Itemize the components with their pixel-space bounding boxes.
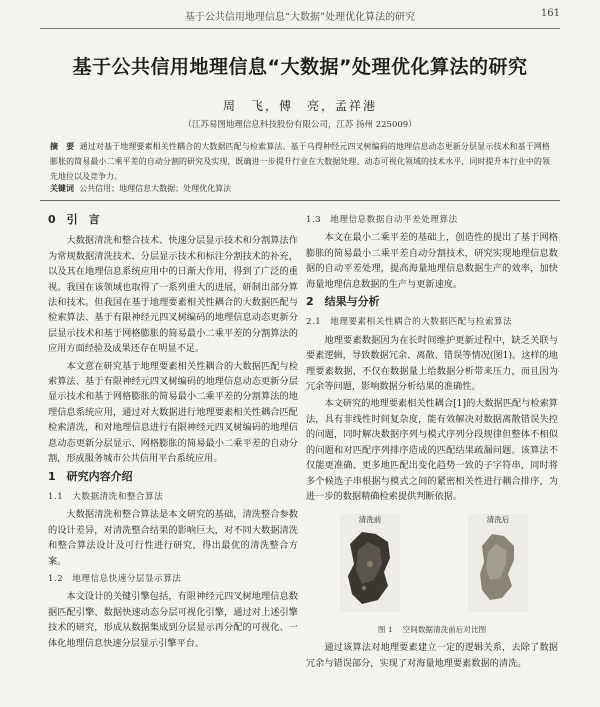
subsection-heading: 1.2 地理信息快速分层显示算法 bbox=[48, 573, 182, 584]
paragraph: 本文研究的地理要素相关性耦合[1]的大数据匹配与检索算法，具有非线性时间复杂度，能有效解决对数据离散错误失控的问题，同时解决数据序列与模式序列分段规律但整体不相似的问题和对匹配序列排序造成的匹配结果疏漏问题。该算法不仅能更准确、更多地匹配出变化趋势一致的子字符串，同时将多个候选子串根据与模式之间的紧密相关性进行耦合排序，为进一步的数据精确检索提供判断依据。 bbox=[306, 398, 558, 502]
section-heading: 2 结果与分析 bbox=[306, 295, 380, 309]
figure-number: 图 1 bbox=[377, 625, 393, 635]
keywords-label: 关键词 bbox=[50, 184, 74, 193]
subsection-heading: 1.1 大数据清洗和整合算法 bbox=[48, 491, 164, 502]
abstract-label: 摘 要 bbox=[50, 142, 75, 151]
panel-label-after: 清洗后 bbox=[486, 515, 510, 525]
section-heading: 1 研究内容介绍 bbox=[48, 469, 133, 483]
authors: 周 飞，傅 亮，孟祥港 bbox=[222, 99, 377, 113]
affiliation: （江苏易图地理信息科技股份有限公司，江苏 扬州 225009） bbox=[183, 120, 417, 130]
figure-1 bbox=[306, 508, 558, 640]
figure-panel-after bbox=[468, 514, 528, 612]
figure-panel-before bbox=[340, 514, 400, 612]
right-column bbox=[306, 210, 558, 673]
page-number: 161 bbox=[540, 8, 560, 19]
abstract bbox=[50, 139, 550, 184]
keywords-text: 公共信用；地理信息大数据；处理优化算法 bbox=[79, 184, 232, 193]
paragraph: 大数据清洗和整合算法是本文研究的基础，清洗整合参数的设计差异，对清洗整合结果的影响巨大，对不同大数据清洗和整合算法设计及可行性进行研究，得出最优的清洗整合方案。 bbox=[48, 509, 298, 567]
abstract-text: 通过对基于地理要素相关性耦合的大数据匹配与检索算法、基于乌得种经元四叉树编码的地理信息动态更新分层显示技术和基于网格膨胀的简易最小二乘平差的自动分割的研究及实现，既确进一步提升行业在大数据处理、动态可视化领域的技术水平，同时提升本行业中的领先地位以及竞争力。 bbox=[50, 142, 550, 181]
paragraph: 地理要素数据因为在长时间维护更新过程中，缺乏关联与要素逻辑，导致数据冗余、离散、错误等情况(图1)。这样的地理要素数据，不仅在数据量上给数据分析带来压力，而且因为冗余等问题，影响数据分析结果的准确性。 bbox=[306, 334, 558, 393]
paper-title: 基于公共信用地理信息“大数据”处理优化算法的研究 bbox=[72, 56, 528, 78]
paragraph: 本文意在研究基于地理要素相关性耦合的大数据匹配与检索算法、基于有限神经元四叉树编码的地理信息动态更新分层显示技术和基于网格膨胀的简易最小二乘平差的分割算法的地理信息系统应用，通过对大数据进行地理要素相关性耦合匹配检索清洗，和对地理信息进行有限神经元四叉树编码的地理信息动态更新分层显示、网格膨胀的简易最小二乘平差的自动分割，形成服务城市公共信用平台系统应用。 bbox=[48, 360, 298, 465]
map-before-image bbox=[340, 524, 400, 612]
section-heading: 0 引 言 bbox=[48, 213, 100, 226]
paragraph: 通过该算法对地理要素建立一定的逻辑关系，去除了数据冗余与错误部分，实现了对海量地理要素数据的清洗。 bbox=[306, 642, 558, 669]
subsection-heading: 2.1 地理要素相关性耦合的大数据匹配与检索算法 bbox=[306, 317, 513, 328]
running-header bbox=[40, 8, 560, 29]
subsection-heading: 1.3 地理信息数据自动平差处理算法 bbox=[306, 215, 458, 225]
paragraph: 本文设计的关键引擎包括，有限神经元四叉树地理信息数据匹配引擎、数据快速动态分层可视化引擎，通过对上述引擎技术的研究，形成从数据集成到分层显示再分配的可视化、一体化地理信息快速分层显示引擎平台。 bbox=[48, 591, 298, 649]
paragraph: 本文在最小二乘平差的基础上，创造性的提出了基于网格膨胀的简易最小二乘平差自动分割技术，研究实现地理信息数据的自动平差处理，提高海量地理信息数据生产的效率，加快海量地理信息数据的生产与更新速度。 bbox=[306, 232, 558, 290]
panel-label-before: 清洗前 bbox=[358, 515, 382, 525]
running-title: 基于公共信用地理信息“大数据”处理优化算法的研究 bbox=[184, 12, 416, 23]
figure-caption-text: 空间数据清洗前后对比图 bbox=[402, 625, 487, 635]
map-after-image bbox=[468, 524, 528, 612]
keywords bbox=[50, 183, 550, 194]
figure-caption bbox=[306, 622, 558, 637]
left-column bbox=[48, 210, 298, 653]
paragraph: 大数据清洗和整合技术、快速分层显示技术和分割算法作为常规数据清洗技术、分层显示技术和标注分割技术的补充，以及其在地理信息系统应用中的日渐大作用，得到了广泛的重视。我国在该领域也取得了一系列重大的进展，研制出部分算法和技术。但我国在基于地理要素相关性耦合的大数据匹配与检索算法、基于有限神经元四叉树编码的地理信息动态更新分层显示技术和基于网格膨胀的简易最小二乘平差的分割算法的应用方面经验及成果还存在明显不足。 bbox=[48, 235, 298, 355]
header-divider bbox=[40, 200, 560, 201]
